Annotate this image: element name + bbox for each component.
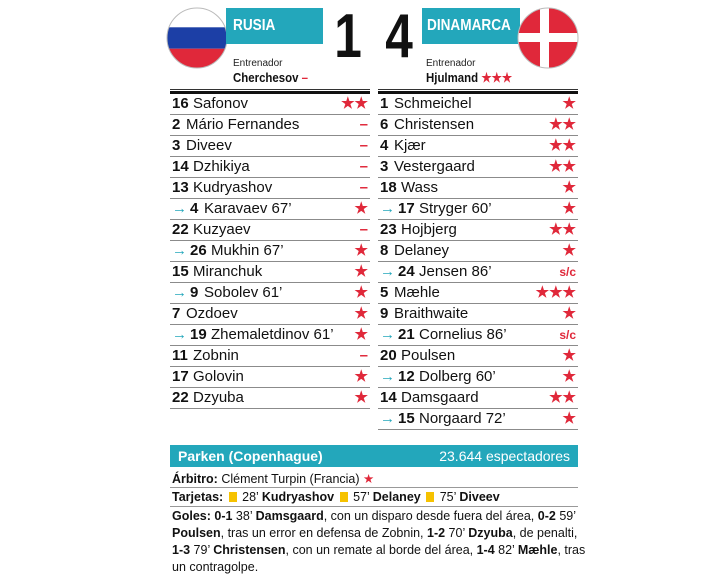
player-row: [378, 304, 578, 325]
goals-segment: , con un remate al borde del área,: [285, 543, 477, 557]
substitution-arrow-icon: →: [380, 326, 395, 343]
player-rating: –: [359, 116, 368, 133]
away-score: 4: [385, 2, 413, 71]
player-name: Schmeichel: [394, 95, 472, 112]
player-row: [378, 136, 578, 157]
player-rating: ★: [562, 305, 576, 322]
goals-segment: 0-2: [537, 509, 556, 523]
player-number: 8: [380, 242, 389, 259]
player-number: 3: [172, 137, 181, 154]
player-number: 14: [380, 389, 397, 406]
player-row: [378, 346, 578, 367]
goals-line: [172, 508, 578, 525]
substitution-arrow-icon: →: [380, 410, 395, 427]
player-number: 4: [380, 137, 389, 154]
player-number: 19: [190, 326, 207, 343]
russia-flag-icon: [165, 6, 229, 70]
player-number: 14: [172, 158, 189, 175]
player-rating: –: [359, 221, 368, 238]
player-rating: ★: [562, 368, 576, 385]
substitution-arrow-icon: →: [380, 200, 395, 217]
player-rating: ★: [562, 200, 576, 217]
substitution-arrow-icon: →: [172, 326, 187, 343]
player-rating: s/c: [559, 265, 576, 279]
card-player: Diveev: [459, 490, 500, 504]
player-row: [378, 262, 578, 283]
player-row: [170, 157, 370, 178]
player-name: Hojbjerg: [401, 221, 457, 238]
player-row: [170, 199, 370, 220]
player-name: Mukhin 67’: [211, 242, 284, 259]
home-coach-rating: –: [301, 70, 309, 85]
player-name: Stryger 60’: [419, 200, 492, 217]
player-number: 15: [398, 410, 415, 427]
player-number: 15: [172, 263, 189, 280]
player-name: Dolberg 60’: [419, 368, 496, 385]
player-row: [378, 283, 578, 304]
card-minute: 57’: [353, 490, 370, 504]
player-row: [170, 136, 370, 157]
player-number: 17: [398, 200, 415, 217]
player-rating: ★: [562, 179, 576, 196]
card-player: Kudryashov: [261, 490, 335, 504]
player-name: Damsgaard: [401, 389, 479, 406]
player-rating: ★: [354, 368, 368, 385]
denmark-flag-icon: [516, 6, 580, 70]
player-row: [378, 367, 578, 388]
goals-segment: Christensen: [213, 543, 286, 557]
yellow-card-icon: [229, 492, 237, 502]
player-row: [170, 241, 370, 262]
away-coach-name: Hjulmand: [426, 70, 479, 85]
player-row: [170, 262, 370, 283]
player-rating: ★★: [549, 221, 576, 238]
player-rating: ★: [354, 263, 368, 280]
player-rating: ★: [354, 242, 368, 259]
home-coach: [233, 70, 308, 85]
player-number: 9: [190, 284, 199, 301]
player-rating: ★: [354, 284, 368, 301]
player-number: 4: [190, 200, 199, 217]
player-row: [170, 220, 370, 241]
cards-line: [172, 490, 500, 504]
player-row: [170, 115, 370, 136]
substitution-arrow-icon: →: [172, 242, 187, 259]
player-rating: ★★★: [535, 284, 576, 301]
player-number: 5: [380, 284, 389, 301]
player-name: Dzyuba: [193, 389, 244, 406]
player-row: [170, 325, 370, 346]
goals-segment: 82’: [494, 543, 518, 557]
player-number: 23: [380, 221, 397, 238]
player-rating: ★: [562, 410, 576, 427]
card-minute: 28’: [242, 490, 259, 504]
goals-segment: , tras: [557, 543, 586, 557]
player-name: Wass: [401, 179, 438, 196]
player-row: [378, 409, 578, 430]
referee-rating: ★: [363, 472, 375, 486]
substitution-arrow-icon: →: [380, 368, 395, 385]
player-name: Jensen 86’: [419, 263, 492, 280]
referee-label: Árbitro:: [172, 472, 218, 486]
player-row: [170, 304, 370, 325]
player-number: 24: [398, 263, 415, 280]
attendance: 23.644 espectadores: [439, 448, 570, 464]
player-name: Poulsen: [401, 347, 456, 364]
player-number: 18: [380, 179, 397, 196]
player-rating: ★★: [549, 158, 576, 175]
player-number: 16: [172, 95, 189, 112]
substitution-arrow-icon: →: [172, 200, 187, 217]
goals-line: [172, 542, 586, 559]
player-name: Kudryashov: [193, 179, 273, 196]
player-number: 12: [398, 368, 415, 385]
player-row: [378, 115, 578, 136]
player-rating: –: [359, 179, 368, 196]
referee-line: [172, 471, 374, 486]
player-name: Karavaev 67’: [204, 200, 292, 217]
player-number: 17: [172, 368, 189, 385]
player-name: Miranchuk: [193, 263, 263, 280]
player-name: Mæhle: [394, 284, 440, 301]
referee-divider: [170, 487, 578, 488]
player-rating: ★★: [549, 389, 576, 406]
player-number: 9: [380, 305, 389, 322]
player-name: Safonov: [193, 95, 249, 112]
away-team-bar: [422, 8, 520, 44]
player-number: 1: [380, 95, 389, 112]
player-name: Norgaard 72’: [419, 410, 506, 427]
player-number: 13: [172, 179, 189, 196]
stadium-bar: [170, 445, 578, 467]
player-rating: ★: [354, 305, 368, 322]
player-name: Ozdoev: [186, 305, 238, 322]
home-team-name: RUSIA: [233, 17, 276, 34]
player-name: Braithwaite: [394, 305, 469, 322]
player-row: [378, 325, 578, 346]
card-minute: 75’: [439, 490, 456, 504]
goals-segment: Poulsen: [172, 526, 221, 540]
player-row: [170, 283, 370, 304]
player-name: Golovin: [193, 368, 244, 385]
player-name: Cornelius 86’: [419, 326, 507, 343]
goals-segment: 1-3: [172, 543, 191, 557]
goals-text: [172, 508, 586, 576]
player-row: [378, 94, 578, 115]
substitution-arrow-icon: →: [172, 284, 187, 301]
player-row: [378, 220, 578, 241]
goals-line: [172, 525, 578, 542]
card-player: Delaney: [372, 490, 421, 504]
player-rating: ★★: [341, 95, 368, 112]
player-number: 22: [172, 221, 189, 238]
home-coach-label: Entrenador: [233, 58, 283, 69]
player-number: 7: [172, 305, 181, 322]
player-rating: ★: [354, 200, 368, 217]
player-name: Delaney: [394, 242, 450, 259]
home-coach-name: Cherchesov: [233, 70, 299, 85]
player-number: 2: [172, 116, 181, 133]
player-rating: ★: [354, 389, 368, 406]
home-header-line: [170, 89, 370, 90]
player-number: 11: [172, 347, 188, 364]
cards-divider: [170, 506, 578, 507]
player-rating: –: [359, 137, 368, 154]
player-row: [170, 346, 370, 367]
player-rating: ★: [562, 347, 576, 364]
goals-label: Goles:: [172, 509, 215, 523]
player-rating: ★: [562, 95, 576, 112]
away-coach-label: Entrenador: [426, 58, 476, 69]
goals-segment: Mæhle: [517, 543, 558, 557]
player-name: Zobnin: [193, 347, 239, 364]
goals-segment: 1-2: [427, 526, 446, 540]
stadium-name: Parken (Copenhague): [178, 448, 323, 464]
player-rating: ★★: [549, 137, 576, 154]
player-row: [378, 388, 578, 409]
goals-segment: Damsgaard: [255, 509, 324, 523]
goals-segment: 59’: [555, 509, 576, 523]
player-name: Diveev: [186, 137, 232, 154]
player-name: Sobolev 61’: [204, 284, 283, 301]
player-row: [378, 157, 578, 178]
goals-segment: 79’: [190, 543, 214, 557]
goals-segment: 0-1: [214, 509, 233, 523]
player-name: Zhemaletdinov 61’: [211, 326, 334, 343]
player-number: 6: [380, 116, 389, 133]
goals-segment: , con un disparo desde fuera del área,: [323, 509, 538, 523]
away-coach: [426, 70, 512, 86]
player-rating: ★: [562, 242, 576, 259]
player-number: 22: [172, 389, 189, 406]
referee-name: Clément Turpin (Francia): [221, 472, 360, 486]
player-name: Mário Fernandes: [186, 116, 300, 133]
player-name: Christensen: [394, 116, 475, 133]
goals-segment: 38’: [232, 509, 256, 523]
player-row: [378, 199, 578, 220]
goals-segment: , tras un error en defensa de Zobnin,: [220, 526, 427, 540]
cards-label: Tarjetas:: [172, 490, 224, 504]
away-team-name: DINAMARCA: [427, 17, 511, 34]
goals-segment: Dzyuba: [468, 526, 513, 540]
away-header-line: [378, 89, 578, 90]
away-coach-rating: ★★★: [481, 70, 513, 85]
player-name: Vestergaard: [394, 158, 475, 175]
yellow-card-icon: [426, 492, 434, 502]
player-rating: ★★: [549, 116, 576, 133]
player-rating: s/c: [559, 328, 576, 342]
goals-segment: , de penalti,: [512, 526, 578, 540]
player-number: 21: [398, 326, 415, 343]
goals-segment: un contragolpe.: [172, 560, 259, 574]
goals-line: [172, 559, 578, 576]
goals-segment: 70’: [445, 526, 469, 540]
player-rating: –: [359, 347, 368, 364]
player-row: [170, 178, 370, 199]
player-row: [378, 241, 578, 262]
home-score: 1: [334, 2, 362, 71]
player-number: 3: [380, 158, 389, 175]
player-rating: ★: [354, 326, 368, 343]
player-number: 20: [380, 347, 397, 364]
goals-segment: 1-4: [476, 543, 495, 557]
player-row: [170, 388, 370, 409]
player-rating: –: [359, 158, 368, 175]
player-name: Kjær: [394, 137, 426, 154]
home-team-bar: [226, 8, 323, 44]
player-row: [170, 94, 370, 115]
yellow-card-icon: [340, 492, 348, 502]
substitution-arrow-icon: →: [380, 263, 395, 280]
player-number: 26: [190, 242, 207, 259]
player-row: [378, 178, 578, 199]
player-row: [170, 367, 370, 388]
player-name: Dzhikiya: [193, 158, 250, 175]
player-name: Kuzyaev: [193, 221, 251, 238]
